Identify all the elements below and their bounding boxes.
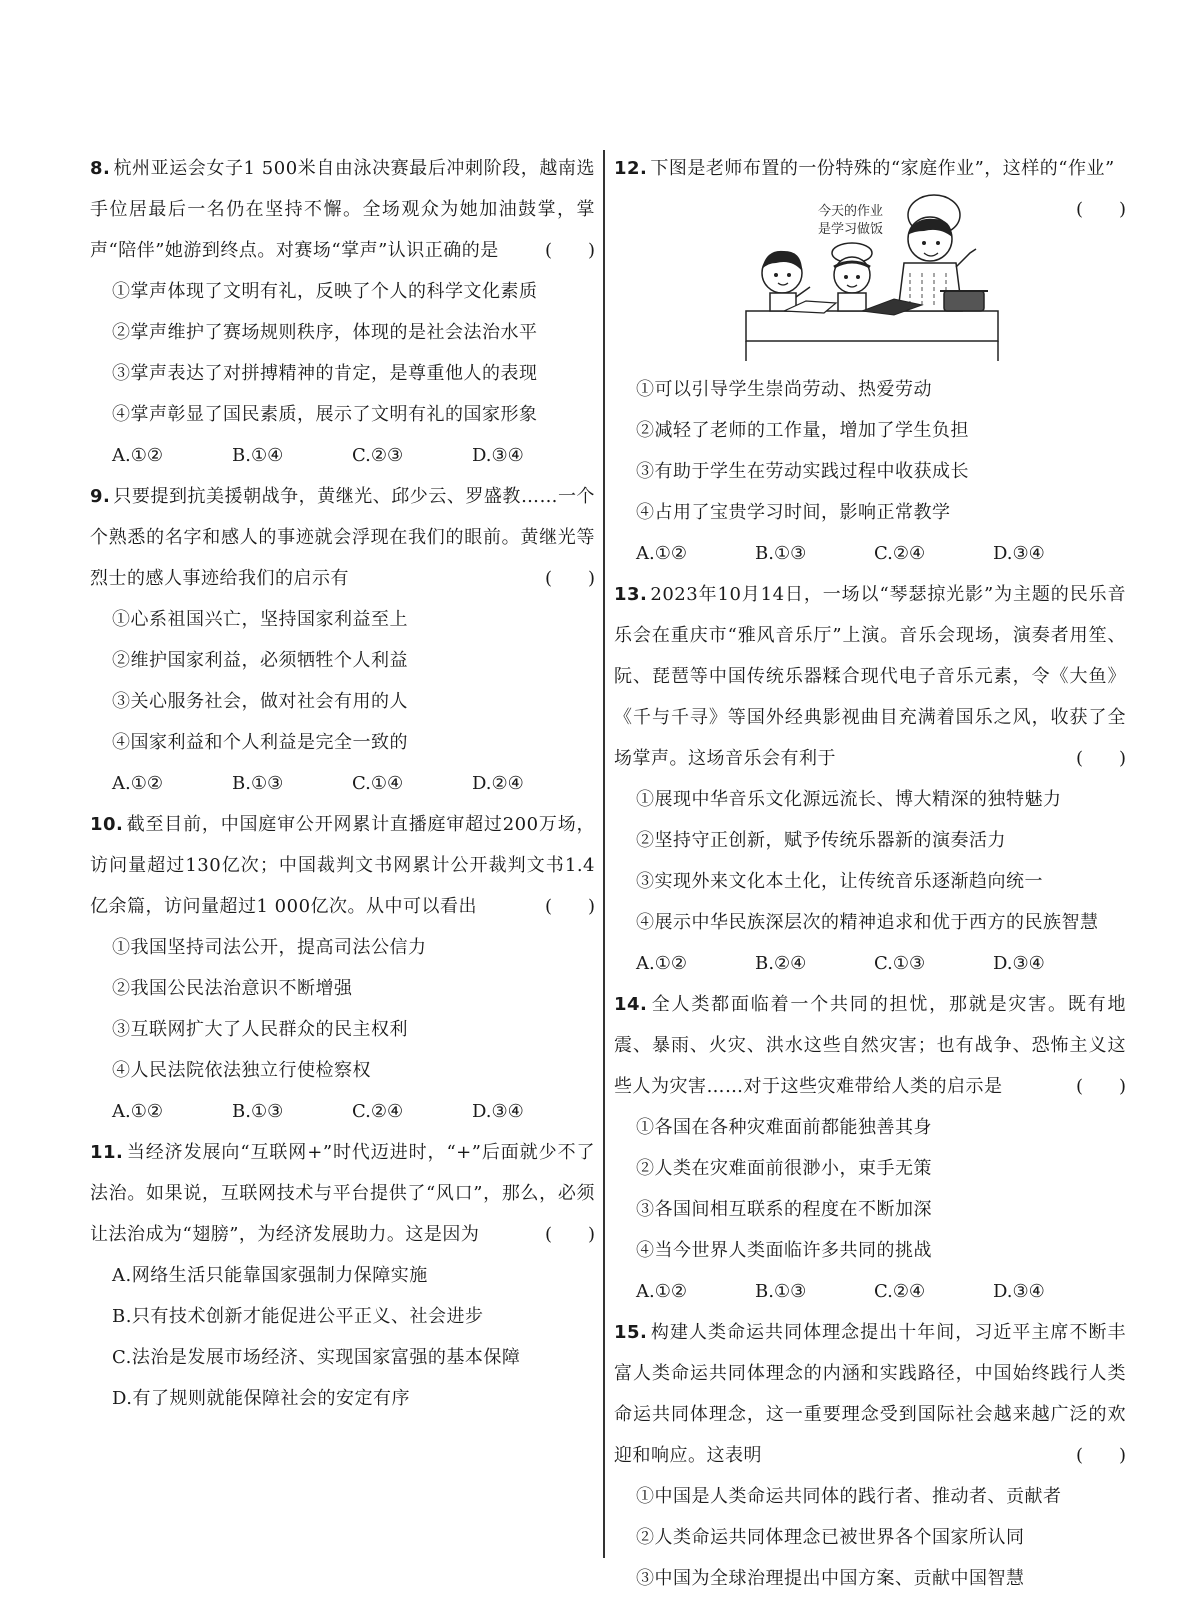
question-number: 10. [90, 814, 124, 835]
choice-c: C.②④ [874, 543, 926, 564]
option: ②减轻了老师的工作量，增加了学生负担 [636, 420, 969, 441]
stem-text: 构建人类命运共同体理念提出十年间，习近平主席不断丰富人类命运共同体理念的内涵和实践路径，中国始终践行人类命运共同体理念，这一重要理念受到国际社会越来越广泛的欢迎和响应。这表明 [614, 1322, 1126, 1466]
question-8 [90, 148, 595, 476]
choice-b: B.②④ [755, 953, 807, 974]
stem-text: 2023年10月14日，一场以“琴瑟掠光影”为主题的民乐音乐会在重庆市“雅风音乐厅”上演。音乐会现场，演奏者用笙、阮、琵琶等中国传统乐器糅合现代电子音乐元素，令《大鱼》《千与千寻》等国外经典影视曲目充满着国乐之风，收获了全场掌声。这场音乐会有利于 [614, 584, 1126, 769]
answer-bracket: ( ) [1075, 1445, 1126, 1466]
choice-b: B.①④ [232, 445, 284, 466]
choice-c: C.①④ [352, 773, 404, 794]
question-15 [614, 1312, 1126, 1599]
question-number: 12. [614, 158, 648, 179]
illustration-caption-line-2: 是学习做饭 [818, 222, 884, 237]
option: ③实现外来文化本土化，让传统音乐逐渐趋向统一 [636, 871, 1043, 892]
choice-b: B.①③ [755, 1281, 807, 1302]
question-13 [614, 574, 1126, 984]
question-number: 9. [90, 486, 111, 507]
choice-b: B.①③ [232, 773, 284, 794]
choice-d: D.③④ [993, 543, 1045, 564]
question-number: 14. [614, 994, 648, 1015]
option: ③关心服务社会，做对社会有用的人 [112, 691, 408, 712]
stem-text: 只要提到抗美援朝战争，黄继光、邱少云、罗盛教……一个个熟悉的名字和感人的事迹就会浮现在我们的眼前。黄继光等烈士的感人事迹给我们的启示有 [90, 486, 595, 589]
option: ③有助于学生在劳动实践过程中收获成长 [636, 461, 969, 482]
stem-text: 全人类都面临着一个共同的担忧，那就是灾害。既有地震、暴雨、火灾、洪水这些自然灾害；也有战争、恐怖主义这些人为灾害……对于这些灾难带给人类的启示是 [614, 994, 1126, 1097]
answer-bracket: ( ) [544, 896, 595, 917]
column-divider [603, 150, 605, 1558]
option: ④展示中华民族深层次的精神追求和优于西方的民族智慧 [636, 912, 1099, 933]
answer-choices [614, 943, 1126, 984]
cooking-homework-illustration [744, 193, 1014, 363]
answer-bracket: ( ) [1075, 748, 1126, 769]
choice-a: A.①② [112, 1101, 163, 1122]
option: ②人类命运共同体理念已被世界各个国家所认同 [636, 1527, 1025, 1548]
question-10 [90, 804, 595, 1132]
option: ②人类在灾难面前很渺小，束手无策 [636, 1158, 932, 1179]
answer-bracket: ( ) [544, 568, 595, 589]
question-9 [90, 476, 595, 804]
option: ③掌声表达了对拼搏精神的肯定，是尊重他人的表现 [112, 363, 538, 384]
option: ①各国在各种灾难面前都能独善其身 [636, 1117, 932, 1138]
option: ①我国坚持司法公开，提高司法公信力 [112, 937, 427, 958]
option: A.网络生活只能靠国家强制力保障实施 [112, 1265, 428, 1286]
option: ③中国为全球治理提出中国方案、贡献中国智慧 [636, 1568, 1025, 1589]
choice-c: C.②③ [352, 445, 404, 466]
question-stem [614, 984, 1126, 1107]
choice-b: B.①③ [755, 543, 807, 564]
illustration-caption-line-1: 今天的作业 [818, 204, 884, 219]
stem-text: 当经济发展向“互联网+”时代迈进时，“+”后面就少不了法治。如果说，互联网技术与平台提供了“风口”，那么，必须让法治成为“翅膀”，为经济发展助力。这是因为 [90, 1142, 595, 1245]
choice-b: B.①③ [232, 1101, 284, 1122]
answer-choices [614, 533, 1126, 574]
option: ①心系祖国兴亡，坚持国家利益至上 [112, 609, 408, 630]
choice-d: D.②④ [472, 773, 524, 794]
question-number: 15. [614, 1322, 648, 1343]
question-number: 8. [90, 158, 111, 179]
option: ③各国间相互联系的程度在不断加深 [636, 1199, 932, 1220]
option: C.法治是发展市场经济、实现国家富强的基本保障 [112, 1347, 521, 1368]
option: ①掌声体现了文明有礼，反映了个人的科学文化素质 [112, 281, 538, 302]
right-column [614, 148, 1126, 1599]
question-stem [90, 148, 595, 271]
choice-a: A.①② [636, 1281, 687, 1302]
question-14 [614, 984, 1126, 1312]
choice-c: C.①③ [874, 953, 926, 974]
answer-choices [90, 435, 595, 476]
question-number: 11. [90, 1142, 124, 1163]
choice-a: A.①② [112, 773, 163, 794]
choice-d: D.③④ [993, 953, 1045, 974]
question-12 [614, 148, 1126, 574]
option: B.只有技术创新才能促进公平正义、社会进步 [112, 1306, 484, 1327]
option: ④当今世界人类面临许多共同的挑战 [636, 1240, 932, 1261]
question-stem [614, 1312, 1126, 1476]
option: ④占用了宝贵学习时间，影响正常教学 [636, 502, 951, 523]
choice-c: C.②④ [874, 1281, 926, 1302]
option: ①可以引导学生崇尚劳动、热爱劳动 [636, 379, 932, 400]
choice-a: A.①② [636, 543, 687, 564]
answer-choices [90, 1091, 595, 1132]
answer-choices [90, 763, 595, 804]
question-stem [614, 574, 1126, 779]
choice-a: A.①② [112, 445, 163, 466]
choice-d: D.③④ [993, 1281, 1045, 1302]
question-number: 13. [614, 584, 648, 605]
option: ④国家利益和个人利益是完全一致的 [112, 732, 408, 753]
stem-text: 下图是老师布置的一份特殊的“家庭作业”，这样的“作业” [650, 158, 1115, 179]
choice-c: C.②④ [352, 1101, 404, 1122]
question-11 [90, 1132, 595, 1419]
question-stem [90, 804, 595, 927]
option: ①中国是人类命运共同体的践行者、推动者、贡献者 [636, 1486, 1062, 1507]
stem-text: 杭州亚运会女子1 500米自由泳决赛最后冲刺阶段，越南选手位居最后一名仍在坚持不懈。全场观众为她加油鼓掌，掌声“陪伴”她游到终点。对赛场“掌声”认识正确的是 [90, 158, 595, 261]
option: ③互联网扩大了人民群众的民主权利 [112, 1019, 408, 1040]
answer-bracket: ( ) [1075, 199, 1126, 220]
option: ②维护国家利益，必须牺牲个人利益 [112, 650, 408, 671]
answer-bracket: ( ) [1075, 1076, 1126, 1097]
option: ②我国公民法治意识不断增强 [112, 978, 353, 999]
choice-d: D.③④ [472, 1101, 524, 1122]
answer-choices [614, 1271, 1126, 1312]
option: ②掌声维护了赛场规则秩序，体现的是社会法治水平 [112, 322, 538, 343]
answer-bracket: ( ) [544, 1224, 595, 1245]
option: ④人民法院依法独立行使检察权 [112, 1060, 371, 1081]
answer-bracket: ( ) [544, 240, 595, 261]
option: ②坚持守正创新，赋予传统乐器新的演奏活力 [636, 830, 1006, 851]
choice-d: D.③④ [472, 445, 524, 466]
option: D.有了规则就能保障社会的安定有序 [112, 1388, 411, 1409]
question-stem [90, 476, 595, 599]
option: ①展现中华音乐文化源远流长、博大精深的独特魅力 [636, 789, 1062, 810]
option: ④掌声彰显了国民素质，展示了文明有礼的国家形象 [112, 404, 538, 425]
question-stem [90, 1132, 595, 1255]
left-column [90, 148, 595, 1419]
stem-text: 截至目前，中国庭审公开网累计直播庭审超过200万场，访问量超过130亿次；中国裁判文书网累计公开裁判文书1.4亿余篇，访问量超过1 000亿次。从中可以看出 [90, 814, 595, 917]
choice-a: A.①② [636, 953, 687, 974]
